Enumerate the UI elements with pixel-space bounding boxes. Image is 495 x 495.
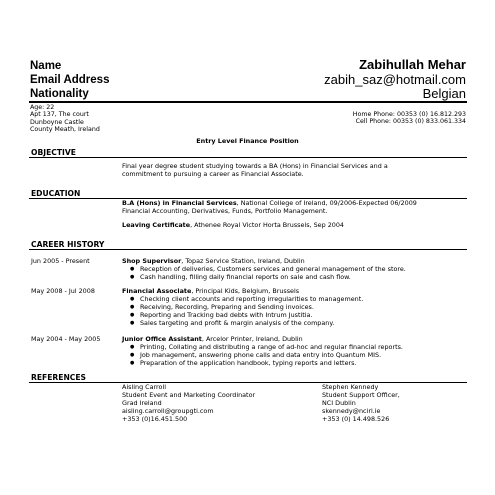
address-line: Dunboyne Castle (30, 118, 84, 126)
reference-phone: +353 (0)16.451.500 (122, 415, 188, 423)
address-line: County Meath, Ireland (30, 126, 100, 134)
job-title: Financial Associate (122, 287, 192, 295)
email-label: Email Address (30, 74, 110, 86)
job-dates: Jun 2005 - Present (31, 257, 90, 265)
references-heading: REFERENCES (31, 373, 87, 382)
age-line: Age: 22 (30, 104, 55, 111)
job-title: Junior Office Assistant (122, 335, 202, 343)
job-title-line (122, 287, 299, 295)
nationality-label: Nationality (30, 88, 89, 100)
job-dates: May 2004 - May 2005 (31, 335, 101, 343)
certificate-details: , Athenee Royal Victor Horta Brussels, Sep 2004 (190, 221, 344, 229)
job-bullet: ● Cash handling, filling daily financial reports on sale and cash flow. (140, 273, 351, 281)
reference-email: aisling.carroll@groupgti.com (122, 407, 214, 415)
email-value: zabih_saz@hotmail.com (324, 72, 466, 87)
objective-text (122, 162, 388, 178)
degree-title: B.A (Hons) in Financial Services (122, 199, 237, 207)
reference-right (322, 383, 400, 423)
job-employer: , Arcelor Printer, Ireland, Dublin (201, 335, 303, 343)
job-bullet: ● Reception of deliveries, Customers services and general management of the store. (140, 265, 406, 273)
reference-phone: +353 (0) 14.498.526 (322, 415, 390, 423)
job-bullet: ● Sales targeting and profit & margin analysis of the company. (140, 319, 334, 327)
job-employer: , Principal Kids, Belgium, Brussels (191, 287, 300, 295)
certificate-title: Leaving Certificate (122, 221, 191, 229)
degree-line (122, 199, 417, 207)
name-value: Zabihullah Mehar (359, 57, 466, 72)
job-title-line (122, 257, 305, 265)
degree-subjects: Financial Accounting, Derivatives, Funds, Portfolio Management. (122, 207, 328, 215)
name-label: Name (30, 60, 62, 72)
career-heading: CAREER HISTORY (31, 240, 105, 249)
objective-line: Final year degree student studying towards a BA (Hons) in Financial Services and a (122, 162, 388, 170)
reference-name: Stephen Kennedy (322, 383, 379, 391)
objective-line: commitment to pursuing a career as Financial Associate. (122, 170, 304, 178)
address-line: Apt 137, The court (30, 111, 89, 119)
job-bullet: ● Preparation of the application handbook, typing reports and letters. (140, 359, 357, 367)
reference-name: Aisling Carroll (122, 383, 167, 391)
job-bullet: ● Checking client accounts and reporting irregularities to management. (140, 295, 363, 303)
job-bullet: ● Receiving, Recording, Preparing and Sending invoices. (140, 303, 314, 311)
objective-heading: OBJECTIVE (31, 148, 76, 157)
job-dates: May 2008 - Jul 2008 (31, 287, 95, 295)
reference-role: Student Event and Marketing Coordinator (122, 391, 256, 399)
section-rule (29, 157, 467, 158)
reference-email: skennedy@ncirl.ie (322, 407, 381, 415)
position-title: Entry Level Finance Position (196, 137, 299, 145)
job-bullet: ● Reporting and Tracking bad debts with Intrum Justitia. (140, 311, 313, 319)
reference-org: NCI Dublin (322, 399, 356, 407)
education-heading: EDUCATION (31, 189, 81, 198)
degree-details: , National College of Ireland, 09/2006-Expected 06/2009 (236, 199, 417, 207)
section-rule (29, 249, 467, 250)
job-title-line (122, 335, 303, 343)
reference-role: Student Support Officer, (322, 391, 400, 399)
header-rule (29, 101, 467, 103)
reference-left (122, 383, 255, 423)
phone-block (353, 111, 466, 126)
nationality-value: Belgian (422, 86, 466, 101)
cell-phone: Cell Phone: 00353 (0) 833.061.334 (355, 118, 466, 126)
job-bullet: ● Printing, Collating and distributing a range of ad-hoc and regular financial reports. (140, 343, 403, 351)
home-phone: Home Phone: 00353 (0) 16.812.293 (352, 111, 466, 118)
reference-org: Grad Ireland (122, 399, 162, 407)
certificate-line (122, 221, 344, 229)
address-block (30, 104, 100, 134)
job-employer: , Topaz Service Station, Ireland, Dublin (181, 257, 305, 265)
job-bullet: ● Job management, answering phone calls and data entry into Quantum MIS. (140, 351, 381, 359)
job-title: Shop Supervisor (122, 257, 182, 265)
